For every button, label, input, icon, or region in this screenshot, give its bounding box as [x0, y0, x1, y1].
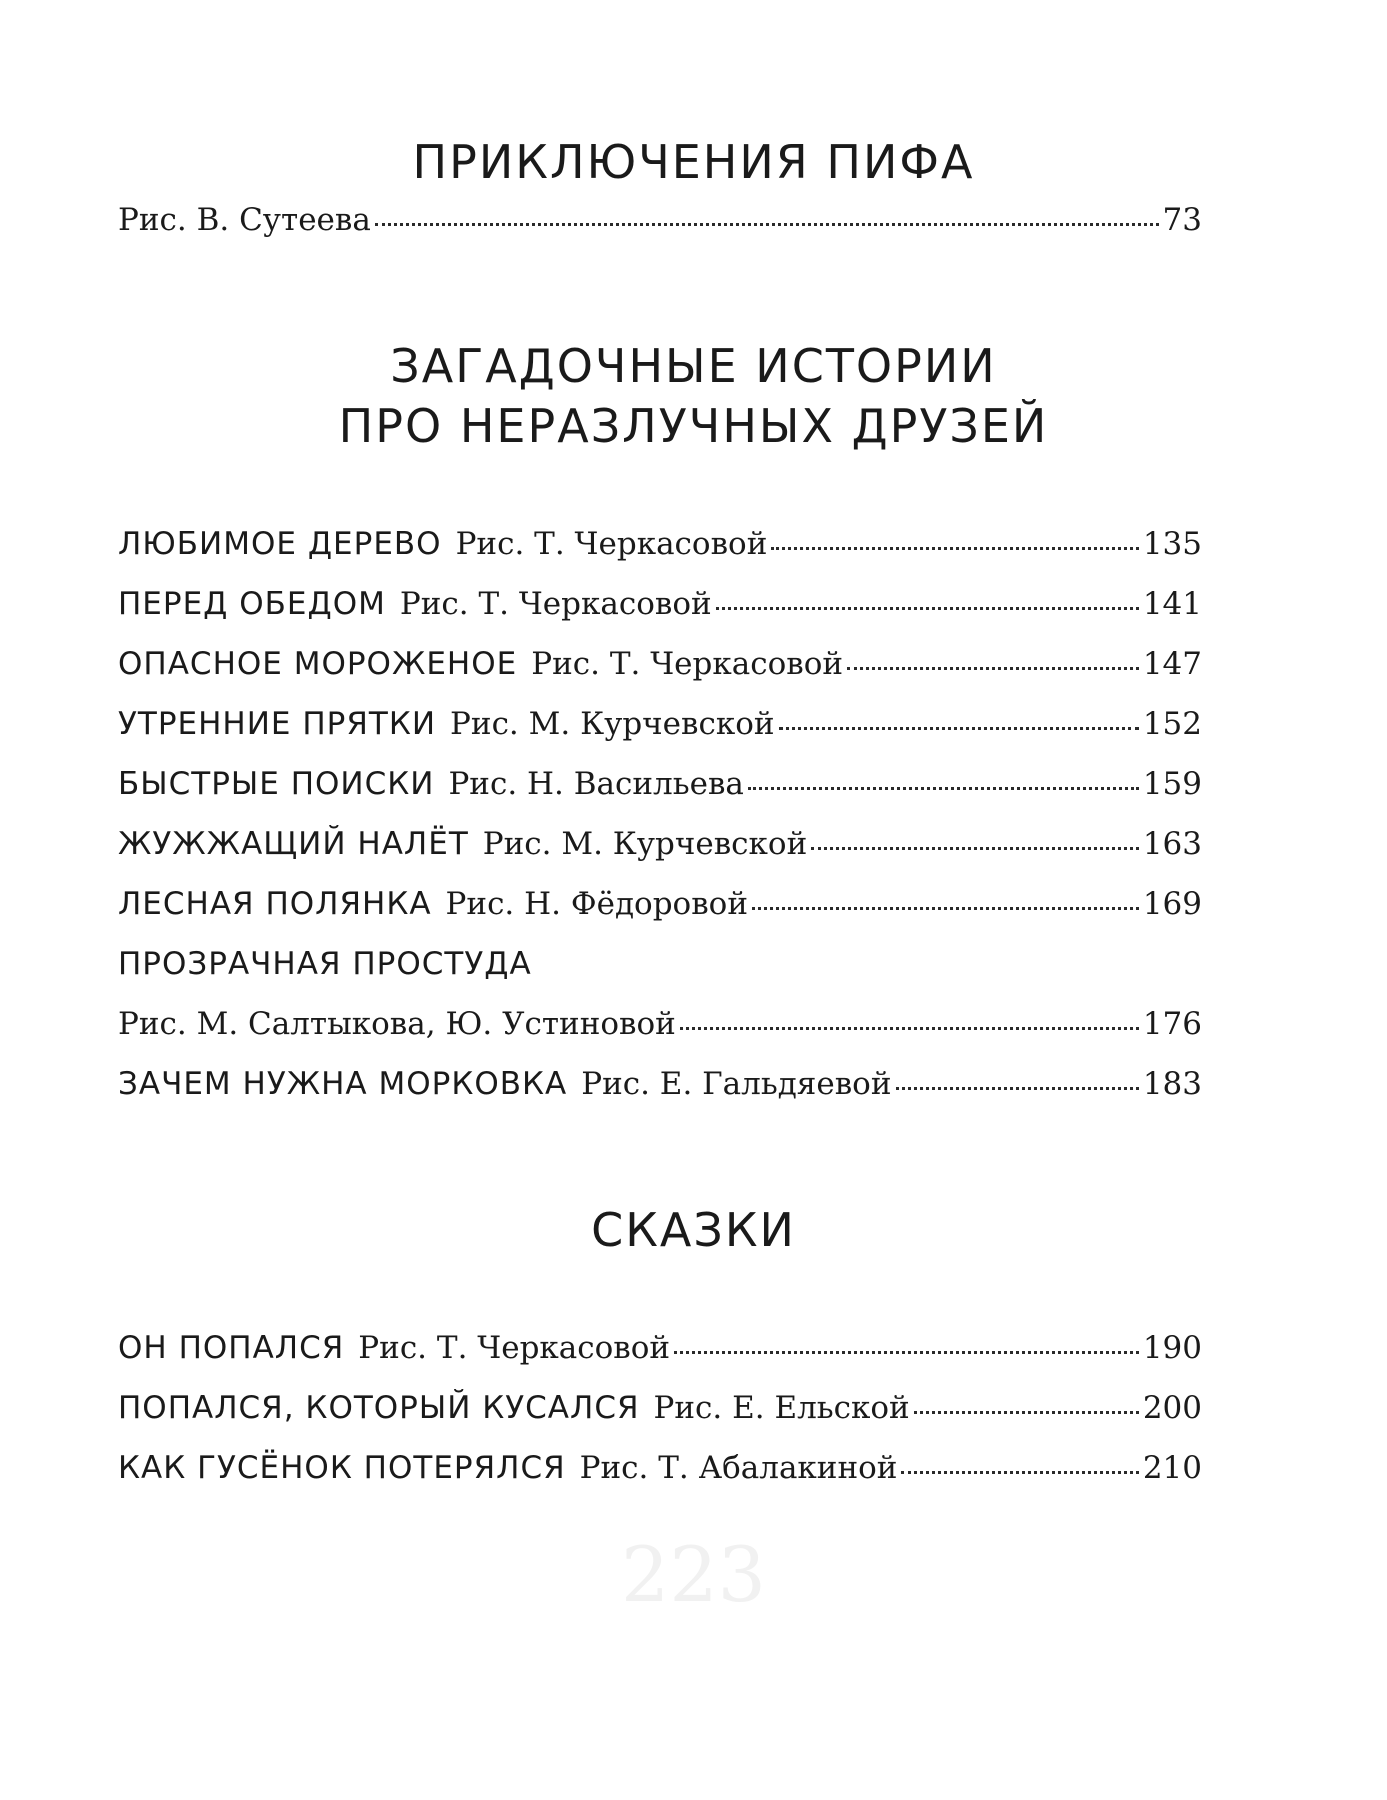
toc-entry	[118, 814, 1202, 874]
entry-credit: Рис. Н. Фёдоровой	[445, 886, 748, 922]
entry-title: ЗАЧЕМ НУЖНА МОРКОВКА	[118, 1066, 568, 1102]
entry-page-number: 176	[1142, 1006, 1202, 1042]
entry-title: ЛЮБИМОЕ ДЕРЕВО	[118, 526, 442, 562]
entry-page-number: 141	[1142, 586, 1202, 622]
entry-title: ЖУЖЖАЩИЙ НАЛЁТ	[118, 826, 469, 862]
entry-page-number: 210	[1142, 1450, 1202, 1486]
entry-title: ЛЕСНАЯ ПОЛЯНКА	[118, 886, 432, 922]
entry-page-number: 183	[1142, 1066, 1202, 1102]
dot-leader	[847, 667, 1139, 670]
section-title-pif: ПРИКЛЮЧЕНИЯ ПИФА	[412, 135, 975, 189]
dot-leader	[901, 1471, 1138, 1474]
toc-entry	[118, 1378, 1202, 1438]
entry-page-number: 159	[1142, 766, 1202, 802]
entry-credit: Рис. Н. Васильева	[448, 766, 744, 802]
dot-leader	[771, 547, 1138, 550]
entry-title: БЫСТРЫЕ ПОИСКИ	[118, 766, 435, 802]
entry-page-number: 152	[1142, 706, 1202, 742]
entry-page-number: 200	[1142, 1390, 1202, 1426]
dot-leader	[811, 847, 1139, 850]
entry-page-number: 135	[1142, 526, 1202, 562]
toc-entry	[118, 574, 1202, 634]
dot-leader	[375, 223, 1159, 226]
section-title-mysterious-stories-line2: ПРО НЕРАЗЛУЧНЫХ ДРУЗЕЙ	[338, 399, 1049, 453]
entry-title: ПРОЗРАЧНАЯ ПРОСТУДА	[118, 946, 532, 982]
toc-entry	[118, 1054, 1202, 1114]
entry-credit: Рис. М. Курчевской	[450, 706, 775, 742]
toc-entry	[118, 190, 1202, 250]
section-title-mysterious-stories-line1: ЗАГАДОЧНЫЕ ИСТОРИИ	[390, 339, 997, 393]
toc-entry	[118, 994, 1202, 1054]
page-number: 223	[620, 1530, 767, 1619]
dot-leader	[896, 1087, 1139, 1090]
entry-title: ОН ПОПАЛСЯ	[118, 1330, 345, 1366]
entry-credit: Рис. Т. Черкасовой	[531, 646, 844, 682]
dot-leader	[680, 1027, 1139, 1030]
entry-credit: Рис. В. Сутеева	[118, 202, 371, 238]
entry-page-number: 190	[1142, 1330, 1202, 1366]
entry-page-number: 147	[1142, 646, 1202, 682]
dot-leader	[914, 1411, 1139, 1414]
entry-credit: Рис. М. Курчевской	[482, 826, 808, 862]
entry-title: ПОПАЛСЯ, КОТОРЫЙ КУСАЛСЯ	[118, 1390, 640, 1426]
dot-leader	[748, 787, 1139, 790]
toc-entry	[118, 754, 1202, 814]
toc-entry	[118, 514, 1202, 574]
entry-title: ПЕРЕД ОБЕДОМ	[118, 586, 386, 622]
section-title-fairy-tales: СКАЗКИ	[591, 1203, 796, 1257]
entry-credit: Рис. М. Салтыкова, Ю. Устиновой	[118, 1006, 676, 1042]
entry-credit: Рис. Т. Черкасовой	[399, 586, 712, 622]
entry-credit: Рис. Т. Черкасовой	[358, 1330, 671, 1366]
entry-title: ОПАСНОЕ МОРОЖЕНОЕ	[118, 646, 518, 682]
dot-leader	[752, 907, 1139, 910]
entry-title: УТРЕННИЕ ПРЯТКИ	[118, 706, 437, 742]
entry-page-number: 73	[1162, 202, 1202, 238]
toc-entry	[118, 694, 1202, 754]
entry-credit: Рис. Е. Ельской	[653, 1390, 910, 1426]
toc-entry	[118, 1438, 1202, 1498]
entry-credit: Рис. Т. Черкасовой	[455, 526, 768, 562]
toc-entry	[118, 874, 1202, 934]
entry-title: КАК ГУСЁНОК ПОТЕРЯЛСЯ	[118, 1450, 566, 1486]
entry-credit: Рис. Т. Абалакиной	[579, 1450, 898, 1486]
entry-page-number: 163	[1142, 826, 1202, 862]
dot-leader	[674, 1351, 1139, 1354]
toc-entry	[118, 634, 1202, 694]
entry-page-number: 169	[1142, 886, 1202, 922]
entry-credit: Рис. Е. Гальдяевой	[581, 1066, 892, 1102]
dot-leader	[779, 727, 1139, 730]
dot-leader	[716, 607, 1139, 610]
toc-entry	[118, 1318, 1202, 1378]
